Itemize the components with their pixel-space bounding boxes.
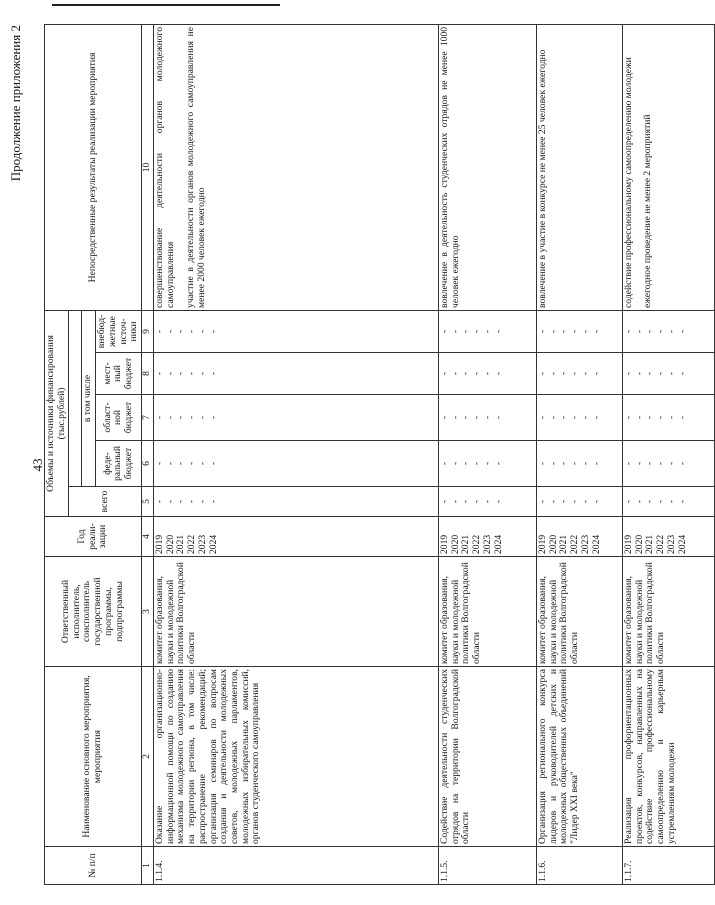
row-years: 2019 2020 2021 2022 2023 2024 bbox=[536, 517, 622, 557]
row-result bbox=[536, 24, 622, 310]
table-row bbox=[536, 24, 622, 884]
header-blank bbox=[69, 310, 82, 486]
header-federal: феде-ральный бюджет bbox=[96, 441, 142, 487]
row-years: 2019 2020 2021 2022 2023 2024 bbox=[153, 517, 438, 557]
row-offbudget: - - - - - - bbox=[438, 310, 536, 352]
header-result: Непосредственные результаты реализации мероприятия bbox=[45, 24, 142, 310]
row-local: - - - - - - bbox=[536, 353, 622, 395]
row-num: 1.1.4. bbox=[153, 847, 438, 885]
table-row bbox=[622, 24, 714, 884]
col-number: 1 bbox=[142, 847, 154, 885]
row-offbudget: - - - - - - bbox=[536, 310, 622, 352]
row-local: - - - - - - bbox=[438, 353, 536, 395]
row-result bbox=[622, 24, 714, 310]
col-number: 10 bbox=[142, 24, 154, 310]
row-federal: - - - - - - bbox=[536, 441, 622, 487]
row-years: 2019 2020 2021 2022 2023 2024 bbox=[438, 517, 536, 557]
col-number: 9 bbox=[142, 310, 154, 352]
col-number: 3 bbox=[142, 557, 154, 667]
row-total: - - - - - - bbox=[153, 487, 438, 517]
header-total: всего bbox=[69, 487, 142, 517]
row-total: - - - - - - bbox=[622, 487, 714, 517]
row-name: Организация регионального конкурса лидеров и руководителей детских и молодежных общественных объединений "Лидер XXI века" bbox=[536, 667, 622, 847]
row-total: - - - - - - bbox=[536, 487, 622, 517]
result-line: вовлечение в деятельность студенческих отрядов не менее 1000 человек ежегодно bbox=[438, 26, 461, 308]
row-name: Содействие деятельности студенческих отрядов на территории Волгоградской области bbox=[438, 667, 536, 847]
col-number: 4 bbox=[142, 517, 154, 557]
col-number: 8 bbox=[142, 353, 154, 395]
row-regional: - - - - - - bbox=[438, 395, 536, 441]
result-line: вовлечение в участие в конкурсе не менее 25 человек ежегодно bbox=[536, 49, 548, 308]
header-funding: Объемы и источники финансирования (тыс.рублей) bbox=[45, 310, 69, 516]
program-table bbox=[44, 24, 715, 885]
col-number: 6 bbox=[142, 441, 154, 487]
row-responsible: комитет образования, науки и молодежной политики Волгоградской области bbox=[536, 557, 622, 667]
row-result bbox=[153, 24, 438, 310]
row-regional: - - - - - - bbox=[536, 395, 622, 441]
row-offbudget: - - - - - - bbox=[622, 310, 714, 352]
row-federal: - - - - - - bbox=[153, 441, 438, 487]
row-responsible: комитет образования, науки и молодежной политики Волгоградской области bbox=[438, 557, 536, 667]
header-local: мест-ный бюджет bbox=[96, 353, 142, 395]
header-offbudget: внебюд-жетные источ-ники bbox=[96, 310, 142, 352]
row-name: Реализация профориентационных проектов, конкурсов, направленных на содействие профессиональному самоопределению и карьерным устремлениям молодежи bbox=[622, 667, 714, 847]
result-line: содействие профессиональному самоопределению молодежи bbox=[622, 57, 634, 308]
row-num: 1.1.7. bbox=[622, 847, 714, 885]
header-name: Наименование основного мероприятия, мероприятия bbox=[45, 667, 142, 847]
header-num: № п/п bbox=[45, 847, 142, 885]
col-number: 2 bbox=[142, 667, 154, 847]
row-regional: - - - - - - bbox=[153, 395, 438, 441]
page-number: 43 bbox=[30, 458, 45, 472]
header-incl: в том числе bbox=[82, 310, 96, 486]
row-years: 2019 2020 2021 2022 2023 2024 bbox=[622, 517, 714, 557]
row-result bbox=[438, 24, 536, 310]
col-number: 7 bbox=[142, 395, 154, 441]
row-responsible: комитет образования, науки и молодежной политики Волгоградской области bbox=[153, 557, 438, 667]
row-responsible: комитет образования, науки и молодежной политики Волгоградской области bbox=[622, 557, 714, 667]
row-local: - - - - - - bbox=[622, 353, 714, 395]
header-regional: област-ной бюджет bbox=[96, 395, 142, 441]
row-federal: - - - - - - bbox=[438, 441, 536, 487]
result-line: ежегодное проведение не менее 2 мероприятий bbox=[641, 114, 653, 308]
result-line: совершенствование деятельности органов молодежного самоуправления bbox=[153, 26, 176, 308]
row-federal: - - - - - - bbox=[622, 441, 714, 487]
row-name: Оказание организационно-информационной помощи по созданию механизма молодежного самоуправления на территории региона, в том числе: распространение рекомендаций; организация семинаров по вопросам создания и деятельности молодежных советов, молодежных парламентов, молодежных избирательных комиссий, органов студенческого самоуправления bbox=[153, 667, 438, 847]
result-line: участие в деятельности органов молодежного самоуправления не менее 2000 человек ежегодно bbox=[185, 26, 208, 308]
row-num: 1.1.5. bbox=[438, 847, 536, 885]
header-year: Год реали-зации bbox=[45, 517, 142, 557]
continuation-label: Продолжение приложения 2 bbox=[8, 25, 23, 182]
row-num: 1.1.6. bbox=[536, 847, 622, 885]
table-row bbox=[438, 24, 536, 884]
col-number: 5 bbox=[142, 487, 154, 517]
column-numbers-row bbox=[142, 24, 154, 884]
row-total: - - - - - - bbox=[438, 487, 536, 517]
header-responsible: Ответственный исполнитель, соисполнитель государственной программы, подпрограммы bbox=[45, 557, 142, 667]
row-offbudget: - - - - - - bbox=[153, 310, 438, 352]
row-regional: - - - - - - bbox=[622, 395, 714, 441]
row-local: - - - - - - bbox=[153, 353, 438, 395]
table-row bbox=[153, 24, 438, 884]
